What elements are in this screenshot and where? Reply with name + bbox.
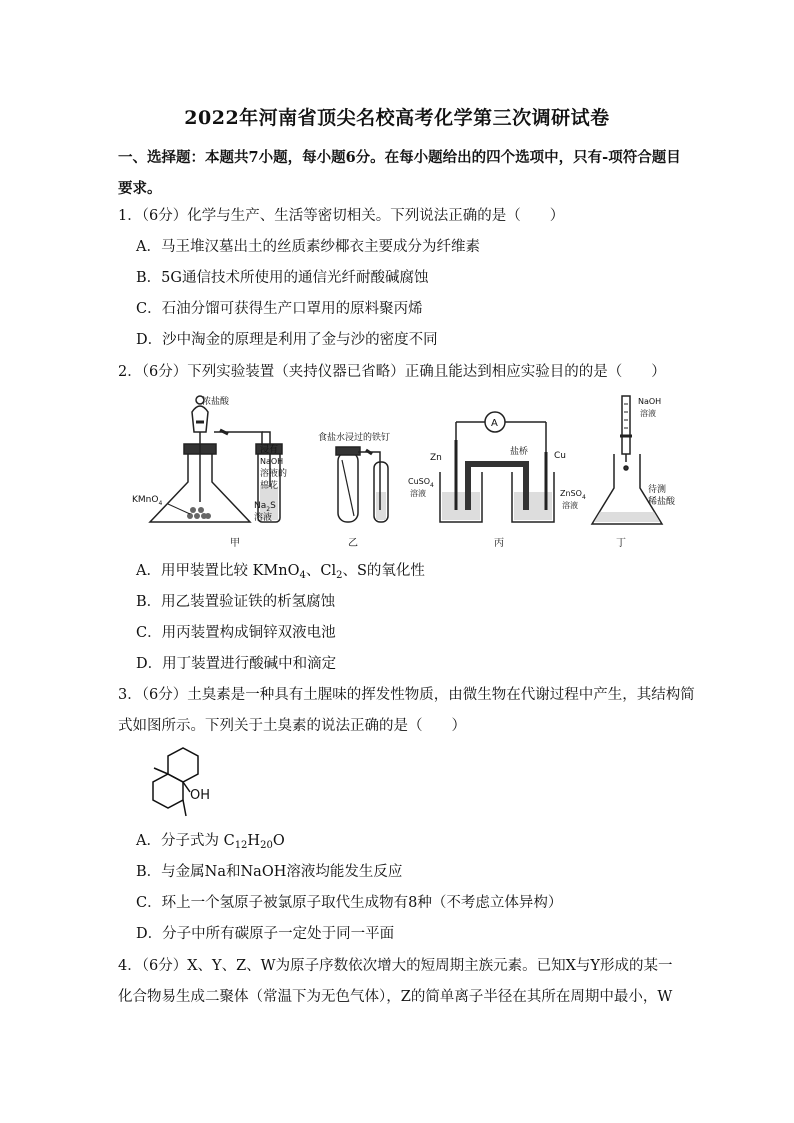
q3-option-d: D．分子中所有碳原子一定处于同一平面 — [136, 926, 395, 942]
label-cuso4: CuSO$_4$ — [408, 477, 434, 489]
apparatus-yi — [318, 431, 390, 549]
label-soaked-4: 棉花 — [260, 481, 279, 491]
label-salt-bridge: 盐桥 — [510, 447, 529, 457]
label-nail: 食盐水浸过的铁钉 — [318, 433, 391, 443]
label-cuso4-solution: 溶液 — [410, 489, 426, 498]
q4-stem-line-2: 化合物易生成二聚体（常温下为无色气体），Z的简单离子半径在其所在周期中最小，W — [118, 989, 673, 1005]
label-soaked-2: NaOH — [260, 457, 284, 466]
q2-option-b: B．用乙装置验证铁的析氢腐蚀 — [136, 594, 336, 610]
label-na2s: $Na_2S$ — [254, 501, 276, 513]
q1-option-d: D．沙中淘金的原理是利用了金与沙的密度不同 — [136, 332, 438, 348]
q1-option-b: B．5G通信技术所使用的通信光纤耐酸碱腐蚀 — [136, 270, 429, 286]
q3-option-b: B．与金属Na和NaOH溶液均能发生反应 — [136, 864, 403, 880]
label-conc-hcl: 浓盐酸 — [202, 397, 230, 407]
section-line-1: 一、选择题：本题共7小题，每小题6分。在每小题给出的四个选项中，只有-项符合题目 — [118, 149, 681, 166]
label-naoh: NaOH — [638, 397, 662, 406]
q1-option-a: A．马王堆汉墓出土的丝质素纱椰衣主要成分为纤维素 — [136, 239, 480, 255]
caption-ding: 丁 — [616, 538, 626, 549]
q2-apparatus-figure — [130, 392, 710, 552]
label-ammeter: A — [491, 418, 498, 429]
exam-title: 2022年河南省顶尖名校高考化学第三次调研试卷 — [184, 107, 610, 129]
label-kmno4: KMnO$_4$ — [132, 495, 163, 507]
apparatus-bing — [408, 412, 586, 549]
q3-option-a: A．分子式为 $C_{12}H_{20}O$ — [136, 833, 285, 851]
q3-stem-line-1: 3．（6分）土臭素是一种具有土腥味的挥发性物质，由微生物在代谢过程中产生，其结构简 — [118, 687, 695, 703]
geosmin-structure — [138, 742, 228, 822]
q1-option-c: C．石油分馏可获得生产口罩用的原料聚丙烯 — [136, 301, 423, 317]
label-zn: Zn — [430, 453, 442, 463]
section-line-2: 要求。 — [118, 180, 162, 197]
q2-option-c: C．用丙装置构成铜锌双液电池 — [136, 625, 336, 641]
label-soaked-1: 浸有 — [260, 445, 279, 455]
oh-label: OH — [190, 788, 211, 803]
q4-stem-line-1: 4．（6分）X、Y、Z、W为原子序数依次增大的短周期主族元素。已知X与Y形成的某一 — [118, 958, 673, 974]
q2-stem: 2．（6分）下列实验装置（夹持仪器已省略）正确且能达到相应实验目的的是（ ） — [118, 364, 666, 380]
q3-option-c: C．环上一个氢原子被氯原子取代生成物有8种（不考虑立体异构） — [136, 895, 563, 911]
label-cu: Cu — [554, 451, 566, 461]
q1-stem: 1．（6分）化学与生产、生活等密切相关。下列说法正确的是（ ） — [118, 208, 565, 224]
label-znso4-solution: 溶液 — [562, 501, 578, 510]
caption-jia: 甲 — [230, 538, 240, 549]
q2-option-a: A．用甲装置比较 KMnO$_4$、$Cl_2$、S的氧化性 — [136, 563, 425, 581]
label-naoh-solution: 溶液 — [640, 409, 656, 418]
label-soaked-3: 溶液的 — [260, 469, 288, 479]
apparatus-ding — [592, 396, 676, 549]
section-instructions — [118, 142, 688, 204]
caption-yi: 乙 — [348, 538, 358, 549]
caption-bing: 丙 — [494, 538, 504, 549]
apparatus-jia — [132, 395, 287, 549]
label-znso4: ZnSO$_4$ — [560, 489, 586, 501]
label-test-1: 待测 — [648, 485, 667, 495]
q2-option-d: D．用丁装置进行酸碱中和滴定 — [136, 656, 337, 672]
label-test-2: 稀盐酸 — [648, 497, 676, 507]
label-na2s-solution: 溶液 — [254, 513, 273, 523]
q3-stem-line-2: 式如图所示。下列关于土臭素的说法正确的是（ ） — [118, 718, 466, 734]
